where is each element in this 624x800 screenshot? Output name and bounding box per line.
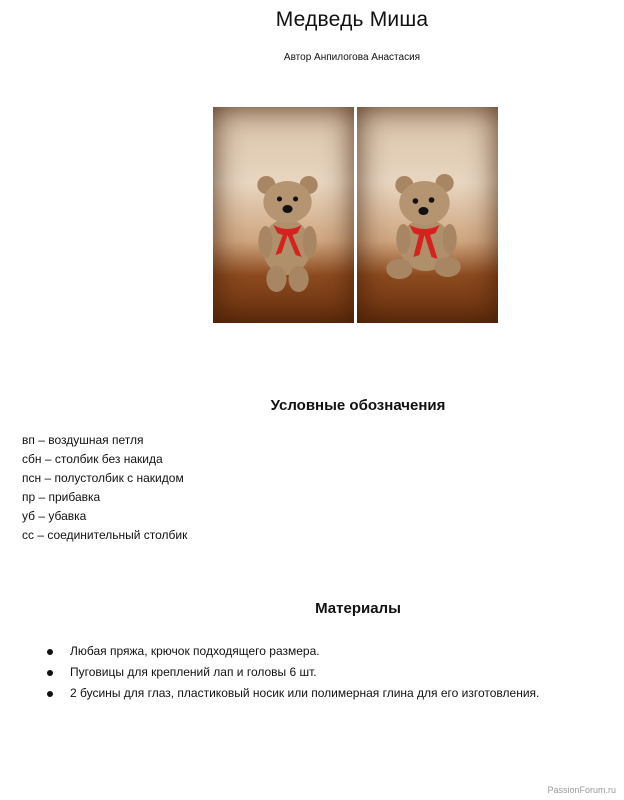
legend-heading: Условные обозначения xyxy=(270,397,446,414)
legend-list xyxy=(22,431,187,545)
materials-item-text: 2 бусины для глаз, пластиковый носик или полимерная глина для его изготовления. xyxy=(70,686,540,700)
bear-standing-photo xyxy=(213,107,354,323)
materials-item-text: Любая пряжа, крючок подходящего размера. xyxy=(70,644,320,658)
bullet-icon xyxy=(47,649,53,655)
legend-item: сбн – столбик без накида xyxy=(22,452,163,466)
bear-standing-illustration xyxy=(213,107,354,323)
materials-list xyxy=(47,641,539,704)
bullet-icon xyxy=(47,670,53,676)
legend-item: сс – соединительный столбик xyxy=(22,528,188,542)
photo-collage xyxy=(213,107,498,323)
bear-sitting-photo xyxy=(357,107,498,323)
page-title: Медведь Миша xyxy=(275,8,429,31)
legend-item: псн – полустолбик с накидом xyxy=(22,471,184,485)
materials-item xyxy=(47,662,539,683)
legend-item: уб – убавка xyxy=(22,509,87,523)
watermark: PassionForum.ru xyxy=(547,785,616,795)
materials-item xyxy=(47,641,539,662)
materials-heading: Материалы xyxy=(315,600,401,617)
author-line: Автор Анпилогова Анастасия xyxy=(283,52,421,63)
bullet-icon xyxy=(47,691,53,697)
materials-item-text: Пуговицы для креплений лап и головы 6 шт. xyxy=(70,665,317,679)
bear-sitting-illustration xyxy=(357,107,498,323)
legend-item: пр – прибавка xyxy=(22,490,101,504)
materials-item xyxy=(47,683,539,704)
legend-item: вп – воздушная петля xyxy=(22,433,144,447)
